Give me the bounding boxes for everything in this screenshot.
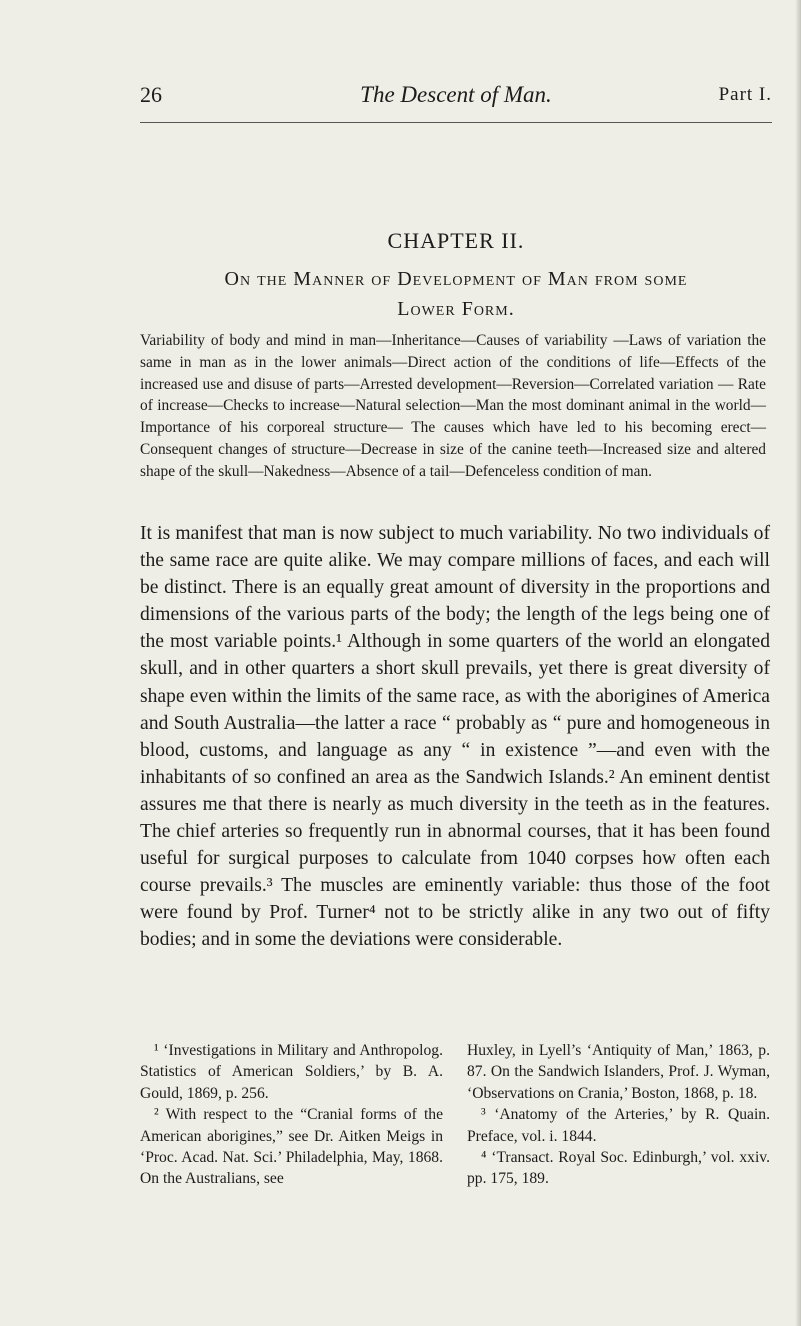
page-number: 26 <box>140 82 162 107</box>
page-header <box>140 82 772 112</box>
footnote-2: ² With respect to the “Cranial forms of the American aborigines,” see Dr. Aitken Meigs in ‘Proc. Acad. Nat. Sci.’ Philadelphia, May, 1868. On the Australians, see <box>140 1106 443 1188</box>
header-rule <box>140 122 772 123</box>
body-paragraph: It is manifest that man is now subject to much variability. No two individuals of the same race are quite alike. We may compare millions of faces, and each will be distinct. There is an equally great amount of diversity in the proportions and dimensions of the various parts of the body; the length of the legs being one of the most variable points.¹ Although in some quarters of the world an elongated skull, and in other quarters a short skull prevails, yet there is great diversity of shape even within the limits of the same race, as with the aborigines of America and South Australia—the latter a race “ probably as “ pure and homogeneous in blood, customs, and language as any “ in existence ”—and even with the inhabitants of so confined an area as the Sandwich Islands.² An eminent dentist assures me that there is nearly as much diversity in the teeth as in the features. The chief arteries so frequently run in abnormal courses, that it has been found useful for surgical purposes to calculate from 1040 corpses how often each course prevails.³ The muscles are eminently variable: thus those of the foot were found by Prof. Turner⁴ not to be strictly alike in any two out of fifty bodies; and in some the deviations were considerable. <box>140 523 770 951</box>
footnote-2-continued: Huxley, in Lyell’s ‘Antiquity of Man,’ 1863, p. 87. On the Sandwich Islanders, Prof. J. Wyman, ‘Observations on Crania,’ Boston, 1868, p. 18. <box>467 1042 770 1102</box>
footnotes-left-column <box>140 1040 443 1190</box>
footnote-3: ³ ‘Anatomy of the Arteries,’ by R. Quain. Preface, vol. i. 1844. <box>467 1106 770 1145</box>
page-edge-shadow <box>795 0 801 1326</box>
footnote-4: ⁴ ‘Transact. Royal Soc. Edinburgh,’ vol. xxiv. pp. 175, 189. <box>467 1149 770 1188</box>
running-title: The Descent of Man. <box>360 82 552 107</box>
part-label: Part I. <box>718 84 772 105</box>
chapter-title: CHAPTER II. <box>387 228 525 253</box>
chapter-synopsis: Variability of body and mind in man—Inheritance—Causes of variability —Laws of variation the same in man as in the lower animals—Direct action of the conditions of life—Effects of the increased use and disuse of parts—Arrested development—Reversion—Correlated variation — Rate of increase—Checks to increase—Natural selection—Man the most dominant animal in the world—Importance of his corporeal structure— The causes which have led to his becoming erect—Consequent changes of structure—Decrease in size of the canine teeth—Increased size and altered shape of the skull—Nakedness—Absence of a tail—Defenceless condition of man. <box>140 332 766 480</box>
footnote-1: ¹ ‘Investigations in Military and Anthropolog. Statistics of American Soldiers,’ by B. A. Gould, 1869, p. 256. <box>140 1042 443 1102</box>
footnotes-right-column <box>467 1040 770 1190</box>
chapter-subtitle-line-2: Lower Form. <box>397 298 515 320</box>
chapter-subtitle-line-1: On the Manner of Development of Man from some <box>224 268 688 290</box>
chapter-subtitle <box>160 264 752 324</box>
